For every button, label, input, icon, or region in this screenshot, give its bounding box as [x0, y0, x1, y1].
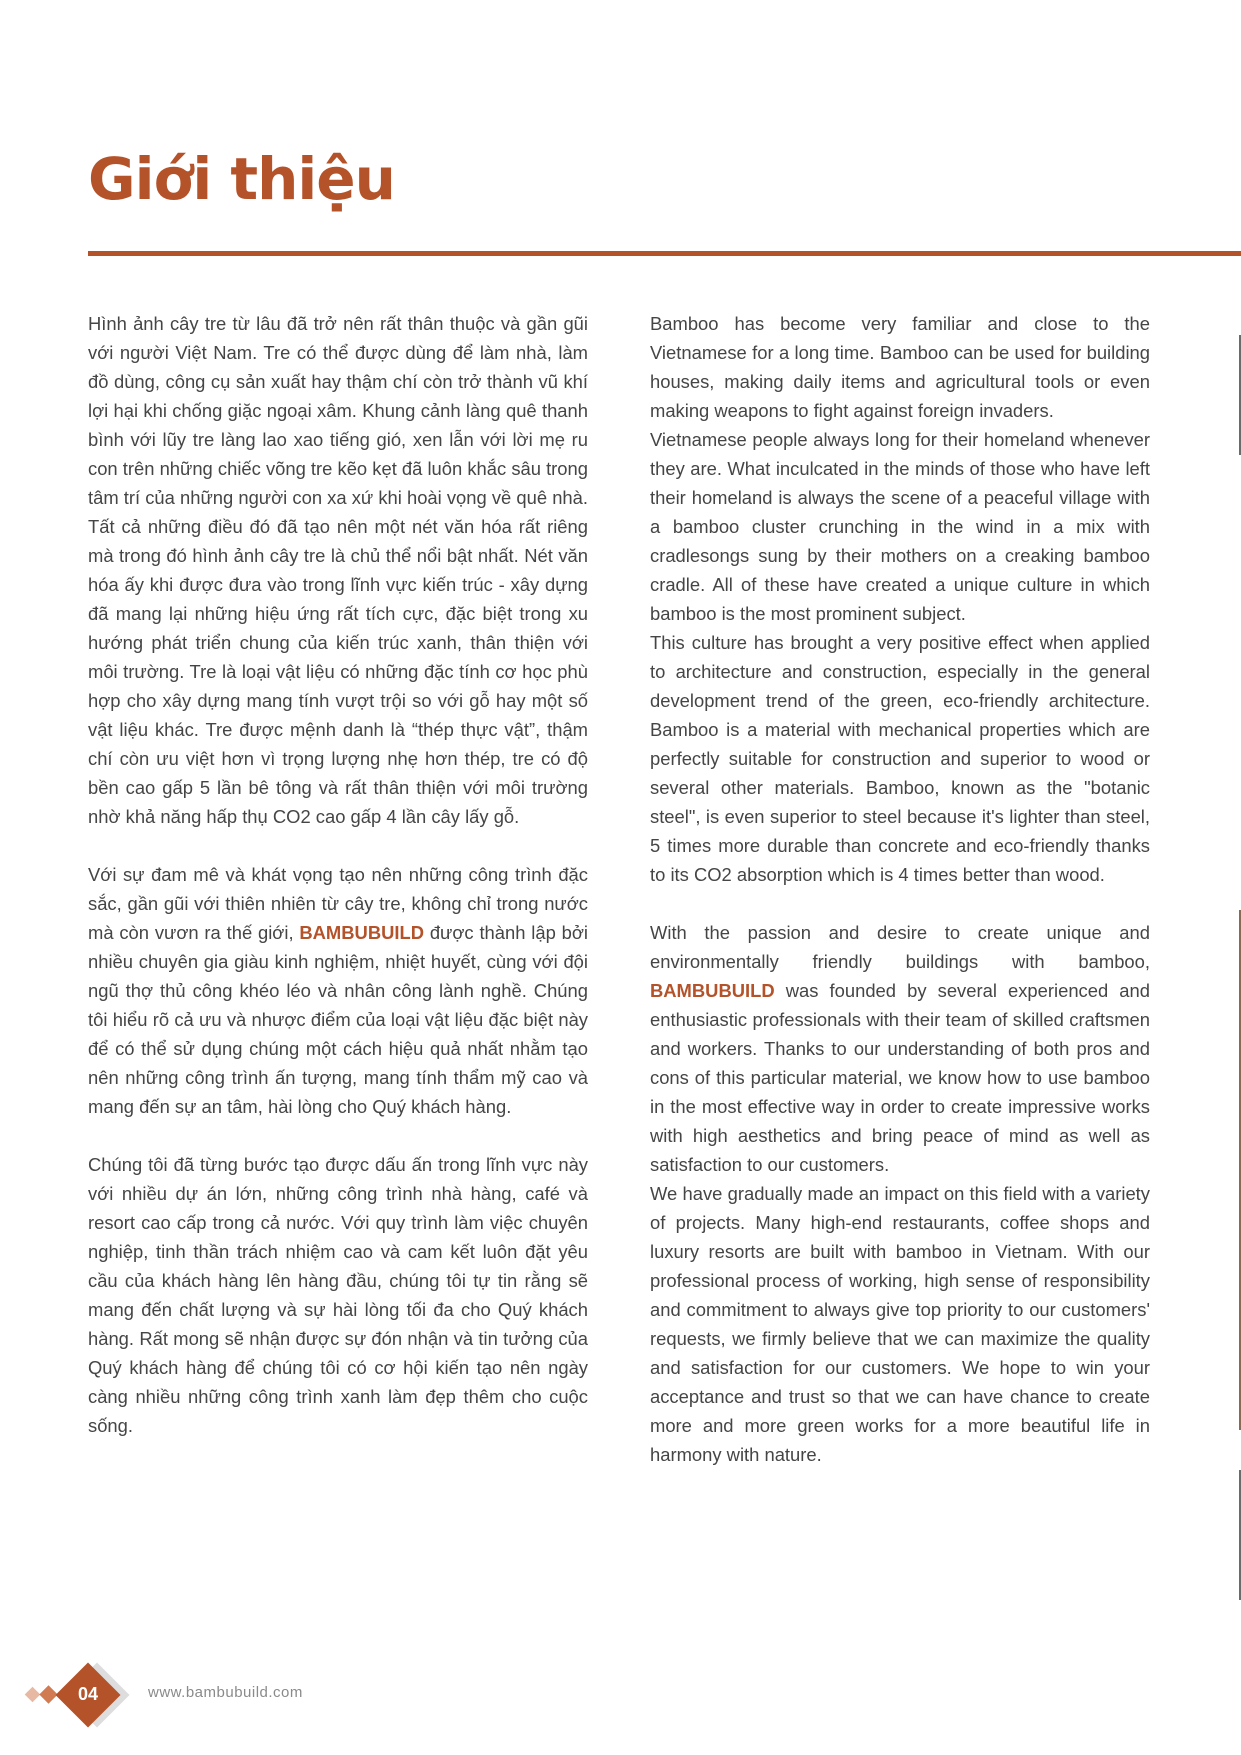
- vi-paragraph-1: Hình ảnh cây tre từ lâu đã trở nên rất thân thuộc và gần gũi với người Việt Nam. Tre có thể được dùng để làm nhà, làm đồ dùng, công cụ sản xuất hay thậm chí còn trở thành vũ khí lợi hại khi chống giặc ngoại xâm. Khung cảnh làng quê thanh bình với lũy tre làng lao xao tiếng gió, xen lẫn với lời mẹ ru con trên những chiếc võng tre kẽo kẹt đã luôn khắc sâu trong tâm trí của những người con xa xứ khi hoài vọng về quê nhà. Tất cả những điều đó đã tạo nên một nét văn hóa rất riêng mà trong đó hình ảnh cây tre là chủ thể nổi bật nhất. Nét văn hóa ấy khi được đưa vào trong lĩnh vực kiến trúc - xây dựng đã mang lại những hiệu ứng rất tích cực, đặc biệt trong xu hướng phát triển chung của kiến trúc xanh, thân thiện với môi trường. Tre là loại vật liệu có những đặc tính cơ học phù hợp cho xây dựng mang tính vượt trội so với gỗ hay một số vật liệu khác. Tre được mệnh danh là “thép thực vật”, thậm chí còn ưu việt hơn vì trọng lượng nhẹ hơn thép, tre có độ bền cao gấp 5 lần bê tông và rất thân thiện với môi trường nhờ khả năng hấp thụ CO2 cao gấp 4 lần cây lấy gỗ.: [88, 313, 588, 827]
- title-underline: [88, 251, 1241, 256]
- diamond-small-icon: [25, 1687, 41, 1703]
- page-number: 04: [77, 1684, 99, 1704]
- en-paragraph-5: We have gradually made an impact on this field with a variety of projects. Many high-end restaurants, coffee shops and luxury resorts are built with bamboo in Vietnam. With our professional process of working, high sense of responsibility and commitment to always give top priority to our customers' requests, we firmly believe that we can maximize the quality and satisfaction for our customers. We hope to win your acceptance and trust so that we can have chance to create more and more green works for a more beautiful life in harmony with nature.: [650, 1183, 1150, 1465]
- en-paragraph-1: Bamboo has become very familiar and close to the Vietnamese for a long time. Bamboo can be used for building houses, making daily items and agricultural tools or even making weapons to fight against foreign invaders.: [650, 313, 1150, 421]
- en-paragraph-3: This culture has brought a very positive effect when applied to architecture and construction, especially in the general development trend of the green, eco-friendly architecture. Bamboo is a material with mechanical properties which are perfectly suitable for construction and superior to wood or several other materials. Bamboo, known as the "botanic steel", is even superior to steel because it's lighter than steel, 5 times more durable than concrete and eco-friendly thanks to its CO2 absorption which is 4 times better than wood.: [650, 632, 1150, 885]
- vi-paragraph-2-start: Với sự đam mê và khát vọng tạo nên những công trình đặc sắc, gần gũi với thiên nhiên từ cây tre, không chỉ trong nước mà còn vươn ra thế giới,: [88, 864, 588, 943]
- en-paragraph-4-end: was founded by several experienced and enthusiastic professionals with their team of skilled craftsmen and workers. Thanks to our understanding of both pros and cons of this particular material, we know how to use bamboo in the most effective way in order to create impressive works with high aesthetics and bring peace of mind as well as satisfaction to our customers.: [650, 980, 1150, 1175]
- en-paragraph-4-start: With the passion and desire to create unique and environmentally friendly buildings with bamboo,: [650, 922, 1150, 972]
- english-column: [650, 309, 1150, 1469]
- page-footer: [0, 1660, 400, 1730]
- en-paragraph-4: [650, 918, 1150, 1179]
- website-url[interactable]: www.bambubuild.com: [148, 1684, 303, 1701]
- page-title: Giới thiệu: [88, 145, 395, 213]
- brand-name-en: BAMBUBUILD: [650, 980, 775, 1001]
- vi-paragraph-2-end: được thành lập bởi nhiều chuyên gia giàu kinh nghiệm, nhiệt huyết, cùng với đội ngũ thợ thủ công khéo léo và nhân công lành nghề. Chúng tôi hiểu rõ cả ưu và nhược điểm của loại vật liệu đặc biệt này để có thể sử dụng chúng một cách hiệu quả nhất nhằm tạo nên những công trình ấn tượng, mang tính thẩm mỹ cao và mang đến sự an tâm, hài lòng cho Quý khách hàng.: [88, 922, 589, 1117]
- vi-paragraph-3: Chúng tôi đã từng bước tạo được dấu ấn trong lĩnh vực này với nhiều dự án lớn, những công trình nhà hàng, café và resort cao cấp trong cả nước. Với quy trình làm việc chuyên nghiệp, tinh thần trách nhiệm cao và cam kết luôn đặt yêu cầu của khách hàng lên hàng đầu, chúng tôi tự tin rằng sẽ mang đến chất lượng và sự hài lòng tối đa cho Quý khách hàng. Rất mong sẽ nhận được sự đón nhận và tin tưởng của Quý khách hàng để chúng tôi có cơ hội kiến tạo nên ngày càng nhiều những công trình xanh làm đẹp thêm cho cuộc sống.: [88, 1154, 588, 1436]
- vi-paragraph-2: [88, 860, 588, 1121]
- brand-name: BAMBUBUILD: [299, 922, 425, 943]
- vietnamese-column: [88, 309, 588, 1440]
- en-paragraph-2: Vietnamese people always long for their homeland whenever they are. What inculcated in the minds of those who have left their homeland is always the scene of a peaceful village with a bamboo cluster crunching in the wind in a mix with cradlesongs sung by their mothers on a creaking bamboo cradle. All of these have created a unique culture in which bamboo is the most prominent subject.: [650, 429, 1150, 624]
